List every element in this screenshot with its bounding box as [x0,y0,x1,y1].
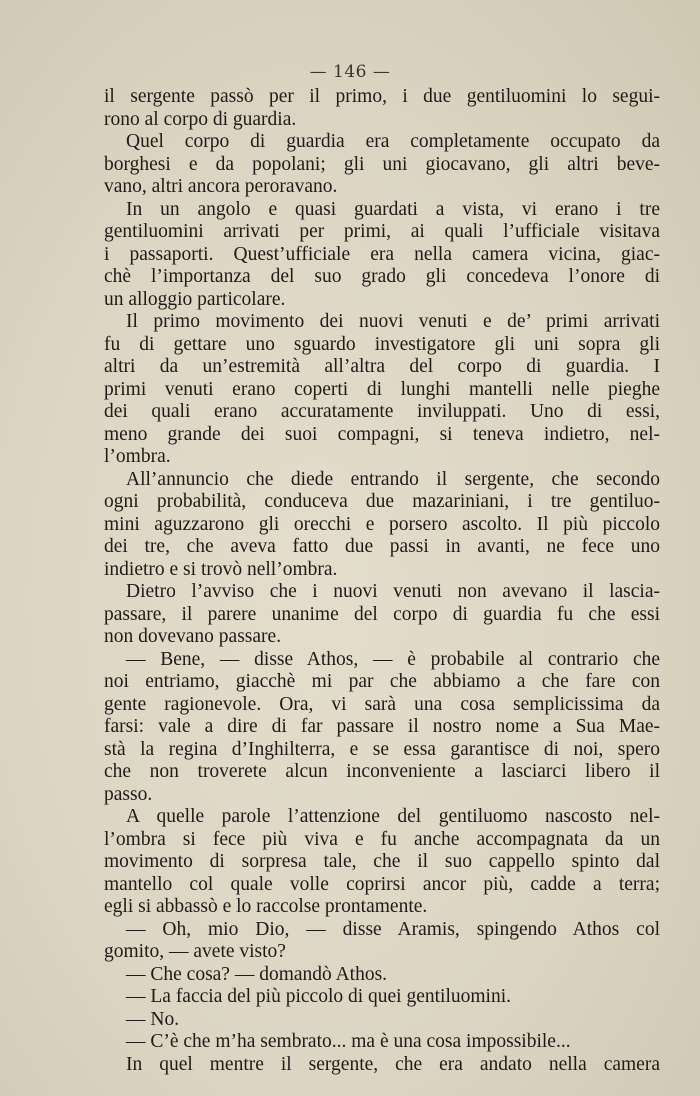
text-line: mini aguzzarono gli orecchi e porsero ascolto. Il più piccolo [104,513,660,535]
text-line: — Che cosa? — domandò Athos. [126,963,388,985]
text-line: fu di gettare uno sguardo investigatore gli uni sopra gli [104,333,660,355]
text-line: indietro e si trovò nell’ombra. [104,558,338,580]
text-line: chè l’importanza del suo grado gli concedeva l’onore di [104,266,660,287]
text-line: dei tre, che aveva fatto due passi in avanti, ne fece uno [104,536,660,557]
text-line: ogni probabilità, conduceva due mazariniani, i tre gentiluo- [104,491,660,512]
text-line: — C’è che m’ha sembrato... ma è una cosa impossibile... [126,1031,571,1052]
text-line: noi entriamo, giacchè mi par che abbiamo a che fare con [104,671,660,692]
text-line: non dovevano passare. [104,626,282,647]
text-line: i passaporti. Quest’ufficiale era nella camera vicina, giac- [104,243,660,265]
text-line: il sergente passò per il primo, i due gentiluomini lo segui- [104,86,660,107]
text-line: passare, il parere unanime del corpo di guardia fu che essi [104,603,660,625]
text-line: borghesi e da popolani; gli uni giocavano, gli altri beve- [104,153,660,175]
text-line: Dietro l’avviso che i nuovi venuti non avevano il lascia- [126,581,660,602]
text-line: primi venuti erano coperti di lunghi mantelli nelle pieghe [104,378,660,400]
page-number: — 146 — [309,62,391,82]
text-line: All’annuncio che diede entrando il sergente, che secondo [126,468,660,490]
body-text [104,86,660,1076]
text-line: dei quali erano accuratamente inviluppati. Uno di essi, [104,401,660,422]
text-line: — No. [126,1008,180,1030]
text-line: gentiluomini arrivati per primi, ai quali l’ufficiale visitava [104,221,660,242]
text-line: A quelle parole l’attenzione del gentiluomo nascosto nel- [126,806,660,827]
text-line: l’ombra. [104,446,171,467]
text-line: — Bene, — disse Athos, — è probabile al contrario che [126,648,660,670]
text-line: mantello col quale volle coprirsi ancor più, cadde a terra; [104,873,660,895]
text-line: rono al corpo di guardia. [104,108,297,130]
text-line: — La faccia del più piccolo di quei gentiluomini. [126,986,512,1007]
text-line: stà la regina d’Inghilterra, e se essa garantisce di noi, spero [104,738,660,760]
text-line: In quel mentre il sergente, che era andato nella camera [126,1053,660,1075]
text-line: che non troverete alcun inconveniente a lasciarci libero il [104,761,660,782]
text-line: passo. [104,783,153,805]
text-line: gomito, — avete visto? [104,941,286,962]
text-line: un alloggio particolare. [104,288,286,310]
text-line: gente ragionevole. Ora, vi sarà una cosa semplicissima da [104,693,660,715]
text-line: altri da un’estremità all’altra del corpo di guardia. I [104,356,660,377]
text-line: — Oh, mio Dio, — disse Aramis, spingendo Athos col [126,918,660,940]
text-line: movimento di sorpresa tale, che il suo cappello spinto dal [104,851,660,872]
text-line: meno grande dei suoi compagni, si teneva indietro, nel- [104,423,660,445]
text-line: Quel corpo di guardia era completamente occupato da [126,131,660,152]
text-line: Il primo movimento dei nuovi venuti e de’ primi arrivati [126,311,660,332]
text-line: vano, altri ancora peroravano. [104,176,338,197]
text-line: l’ombra si fece più viva e fu anche accompagnata da un [104,828,660,850]
text-line: egli si abbassò e lo raccolse prontamente. [104,896,428,917]
text-line: farsi: vale a dire di far passare il nostro nome a Sua Mae- [104,716,660,737]
text-line: In un angolo e quasi guardati a vista, vi erano i tre [126,198,660,220]
